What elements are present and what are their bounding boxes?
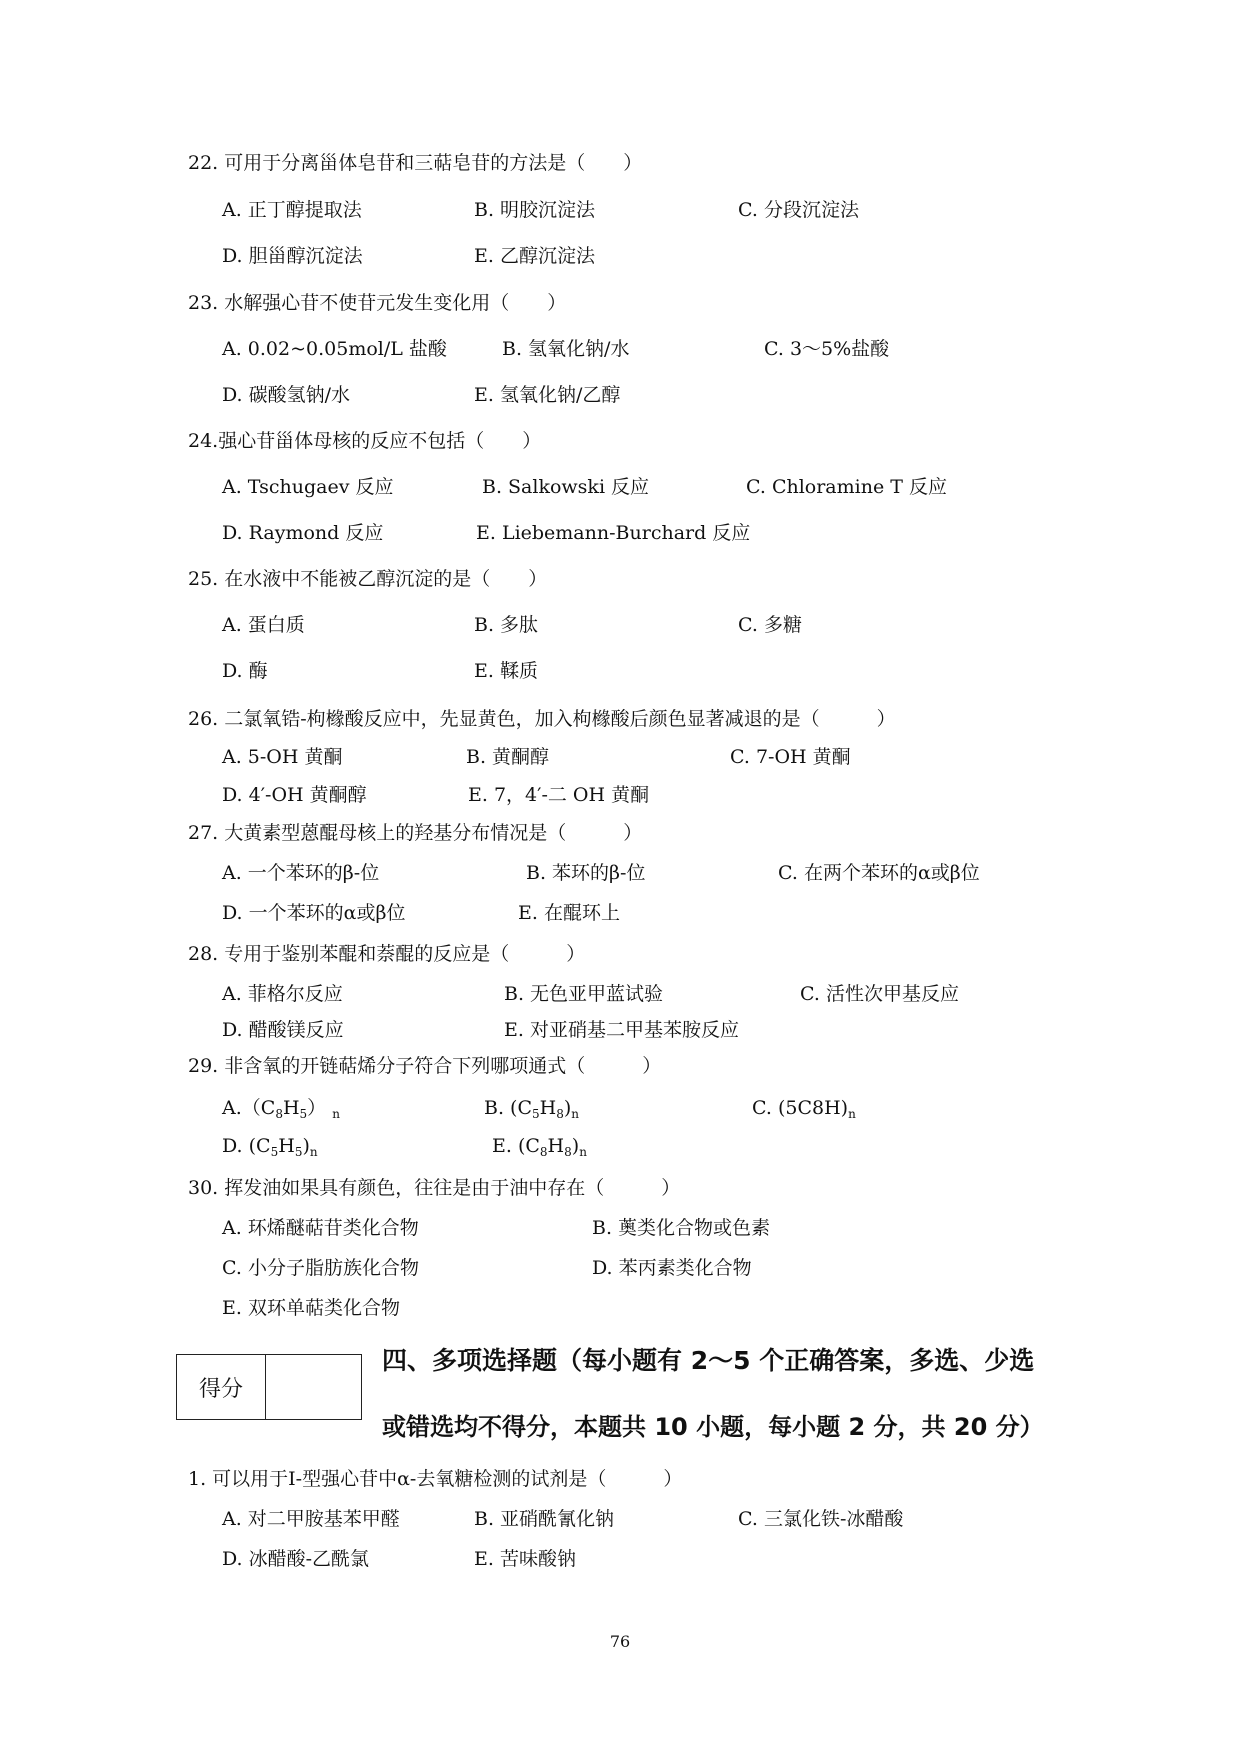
question-28-option-b: B. 无色亚甲蓝试验 [504,983,664,1005]
question-27-option-c: C. 在两个苯环的α或β位 [778,862,980,884]
question-27-option-e: E. 在醌环上 [518,902,620,924]
question-25-option-a: A. 蛋白质 [222,614,305,636]
question-24-option-e: E. Liebemann-Burchard 反应 [476,522,751,544]
question-25-option-d: D. 酶 [222,660,268,682]
question-24-option-c: C. Chloramine T 反应 [746,476,947,498]
question-24-stem: 24.强心苷甾体母核的反应不包括（ ） [188,430,542,452]
question-22-option-b: B. 明胶沉淀法 [474,199,596,221]
multi-question-1-option-d: D. 冰醋酸-乙酰氯 [222,1548,370,1570]
question-23-option-e: E. 氢氧化钠/乙醇 [474,384,621,406]
multi-question-1-option-c: C. 三氯化铁-冰醋酸 [738,1508,904,1530]
multi-question-1-option-e: E. 苦味酸钠 [474,1548,576,1570]
page-number: 76 [609,1632,631,1651]
multi-question-1-stem: 1. 可以用于Ⅰ-型强心苷中α-去氧糖检测的试剂是（ ） [188,1468,683,1490]
question-29-option-a: $A.(C_8H_5)$ $_n$ [222,1097,340,1121]
question-26-stem: 26. 二氯氧锆-枸橼酸反应中，先显黄色，加入枸橼酸后颜色显著减退的是（ ） [188,708,896,730]
question-27-option-a: A. 一个苯环的β-位 [222,862,380,884]
question-30-stem: 30. 挥发油如果具有颜色，往往是由于油中存在（ ） [188,1177,681,1199]
question-26-option-b: B. 黄酮醇 [466,746,550,768]
question-23-option-c: C. 3～5%盐酸 [764,338,890,360]
question-23-option-d: D. 碳酸氢钠/水 [222,384,351,406]
question-28-stem: 28. 专用于鉴别苯醌和萘醌的反应是（ ） [188,943,586,965]
question-27-option-d: D. 一个苯环的α或β位 [222,902,406,924]
question-22-stem: 22. 可用于分离甾体皂苷和三萜皂苷的方法是（ ） [188,152,643,174]
section-heading-line-2: 或错选均不得分，本题共 10 小题，每小题 2 分，共 20 分） [382,1413,1044,1441]
question-22-option-d: D. 胆甾醇沉淀法 [222,245,363,267]
question-28-option-d: D. 醋酸镁反应 [222,1019,344,1041]
score-box [176,1354,362,1420]
question-30-option-b: B. 薁类化合物或色素 [592,1217,771,1239]
multi-question-1-option-a: A. 对二甲胺基苯甲醛 [222,1508,400,1530]
question-22-option-e: E. 乙醇沉淀法 [474,245,595,267]
question-26-option-a: A. 5-OH 黄酮 [222,746,343,768]
question-25-option-e: E. 鞣质 [474,660,538,682]
question-22-option-c: C. 分段沉淀法 [738,199,859,221]
question-24-option-a: A. Tschugaev 反应 [222,476,394,498]
question-30-option-a: A. 环烯醚萜苷类化合物 [222,1217,419,1239]
question-30-option-d: D. 苯丙素类化合物 [592,1257,752,1279]
section-heading-line-1: 四、多项选择题（每小题有 2～5 个正确答案，多选、少选 [382,1346,1035,1375]
question-29-option-d: D. $(C_5H_5)_n$ [222,1135,318,1159]
score-label: 得分 [177,1355,266,1419]
question-27-stem: 27. 大黄素型蒽醌母核上的羟基分布情况是（ ） [188,822,643,844]
question-27-option-b: B. 苯环的β-位 [526,862,646,884]
question-29-option-b: B. $(C_5H_8)_n$ [484,1097,580,1121]
question-24-option-b: B. Salkowski 反应 [482,476,650,498]
question-30-option-e: E. 双环单萜类化合物 [222,1297,400,1319]
question-29-option-c: C. $(5C8H)_n$ [752,1097,856,1121]
question-28-option-e: E. 对亚硝基二甲基苯胺反应 [504,1019,739,1041]
question-30-option-c: C. 小分子脂肪族化合物 [222,1257,419,1279]
question-23-option-b: B. 氢氧化钠/水 [502,338,630,360]
question-26-option-c: C. 7-OH 黄酮 [730,746,851,768]
question-26-option-e: E. 7，4′-二 OH 黄酮 [468,784,650,806]
question-25-option-c: C. 多糖 [738,614,802,636]
question-25-option-b: B. 多肽 [474,614,539,636]
question-23-stem: 23. 水解强心苷不使苷元发生变化用（ ） [188,292,567,314]
question-29-option-e: E. $(C_8H_8)_n$ [492,1135,587,1159]
question-24-option-d: D. Raymond 反应 [222,522,384,544]
question-28-option-c: C. 活性次甲基反应 [800,983,959,1005]
score-value-cell [266,1355,361,1419]
question-29-stem: 29. 非含氧的开链萜烯分子符合下列哪项通式（ ） [188,1055,662,1077]
question-25-stem: 25. 在水液中不能被乙醇沉淀的是（ ） [188,568,548,590]
question-22-option-a: A. 正丁醇提取法 [222,199,362,221]
question-26-option-d: D. 4′-OH 黄酮醇 [222,784,367,806]
multi-question-1-option-b: B. 亚硝酰氰化钠 [474,1508,615,1530]
question-23-option-a: A. 0.02~0.05mol/L 盐酸 [222,338,447,360]
question-28-option-a: A. 菲格尔反应 [222,983,343,1005]
